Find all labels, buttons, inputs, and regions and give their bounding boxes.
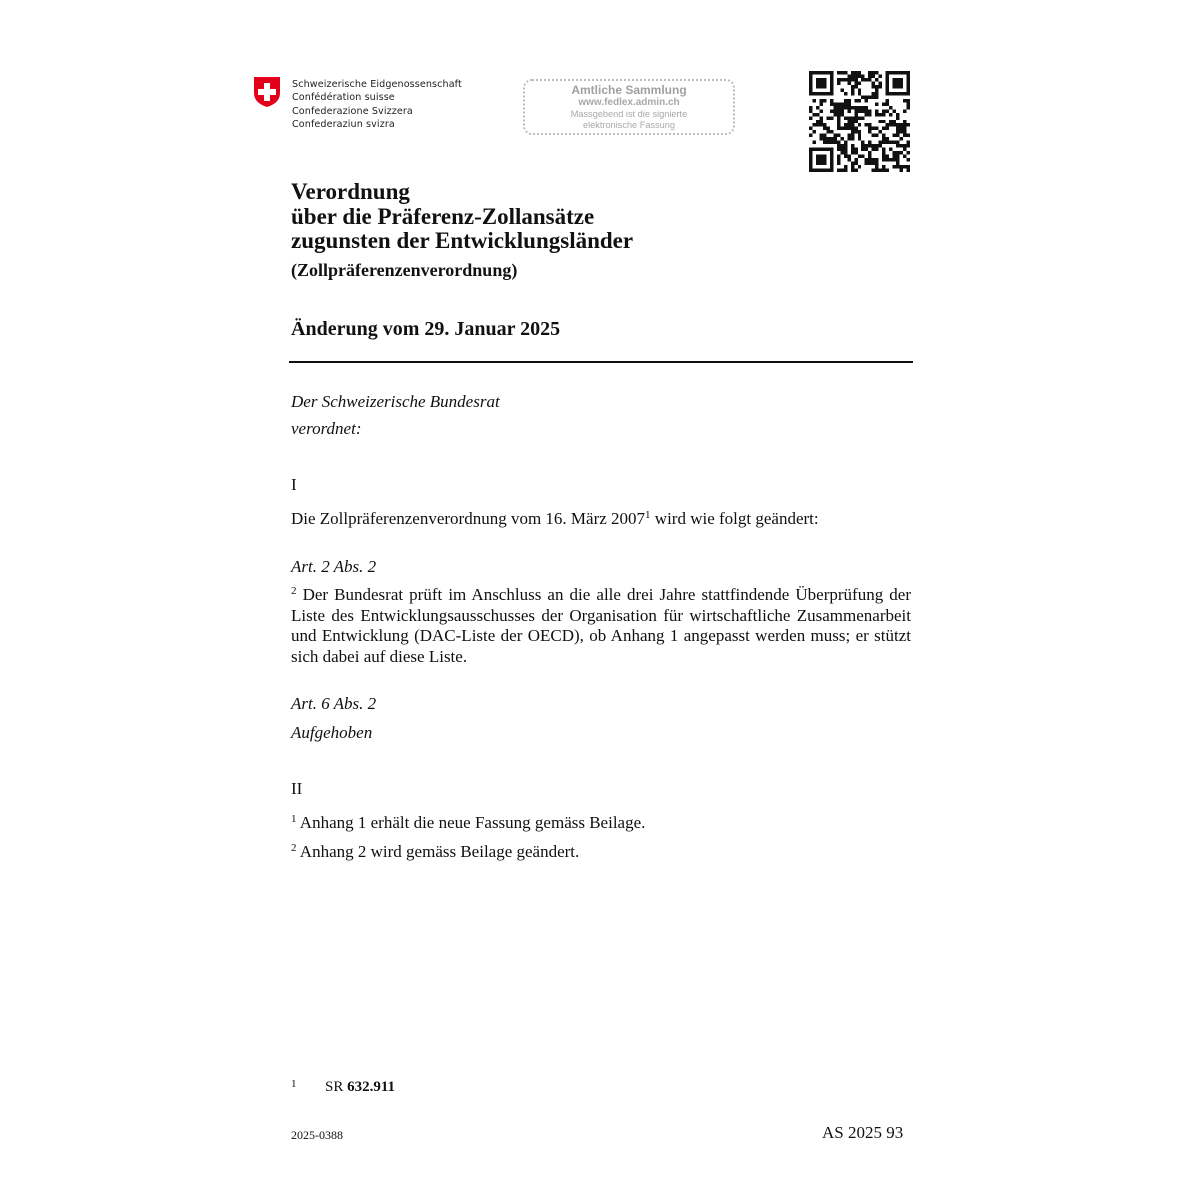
stamp-title: Amtliche Sammlung xyxy=(571,83,687,97)
paragraph-number: 2 xyxy=(291,842,297,854)
swiss-cross-icon xyxy=(253,76,281,108)
title-line-1: Verordnung xyxy=(291,179,410,204)
section-2-p2-text: Anhang 2 wird gemäss Beilage geändert. xyxy=(296,842,580,861)
footnote-ref-1[interactable]: 1 xyxy=(645,509,651,521)
confederation-name-fr: Confédération suisse xyxy=(292,92,395,104)
footnote xyxy=(291,1078,395,1096)
preamble-verb: verordnet: xyxy=(291,419,362,438)
art-2-paragraph xyxy=(291,585,911,667)
paragraph-number: 1 xyxy=(291,813,297,825)
footnote-number: 1 xyxy=(291,1078,297,1090)
section-2-paragraph-1 xyxy=(291,813,645,833)
art-6-text: Aufgehoben xyxy=(291,723,373,742)
as-reference: AS 2025 93 xyxy=(822,1123,904,1142)
confederation-names xyxy=(292,78,462,132)
paragraph-number: 2 xyxy=(291,585,297,597)
art-2-text: Der Bundesrat prüft im Anschluss an die alle drei Jahre stattfindende Überprüfung der Liste des Entwicklungsausschusses der Organisation für wirtschaftliche Zusammenarbeit und Entwicklung (DAC-Liste der OECD), ob Anhang 1 angepasst werden muss; er stützt sich dabei auf diese Liste. xyxy=(291,585,911,666)
section-numeral-2: II xyxy=(291,779,303,798)
art-6-heading: Art. 6 Abs. 2 xyxy=(291,694,377,713)
footnote-sr-number[interactable]: 632.911 xyxy=(347,1079,396,1095)
confederation-name-de: Schweizerische Eidgenossenschaft xyxy=(292,79,462,90)
footnote-prefix: SR xyxy=(325,1079,348,1095)
section-2-p1-text: Anhang 1 erhält die neue Fassung gemäss Beilage. xyxy=(296,813,646,832)
amendment-date: Änderung vom 29. Januar 2025 xyxy=(291,318,561,340)
official-collection-stamp xyxy=(523,79,735,135)
intro-text: Die Zollpräferenzenverordnung vom 16. März 2007 xyxy=(291,509,646,528)
stamp-url[interactable]: www.fedlex.admin.ch xyxy=(578,97,680,108)
section-2-paragraph-2 xyxy=(291,842,579,862)
short-title: (Zollpräferenzenverordnung) xyxy=(291,260,518,280)
section-1-intro xyxy=(291,509,819,529)
preamble-authority: Der Schweizerische Bundesrat xyxy=(291,392,500,411)
section-numeral-1: I xyxy=(291,475,297,494)
art-2-heading: Art. 2 Abs. 2 xyxy=(291,557,377,576)
stamp-note-line1: Massgebend ist die signierte xyxy=(570,109,688,119)
confederation-name-rm: Confederaziun svizra xyxy=(292,119,395,131)
document-id: 2025-0388 xyxy=(291,1128,343,1142)
qr-code-icon xyxy=(809,71,910,172)
title-line-2: über die Präferenz-Zollansätze xyxy=(291,203,595,229)
document-title xyxy=(291,180,633,254)
title-line-3: zugunsten der Entwicklungsländer xyxy=(291,228,634,253)
intro-tail: wird wie folgt geändert: xyxy=(650,509,819,528)
confederation-name-it: Confederazione Svizzera xyxy=(292,105,413,117)
title-divider xyxy=(289,361,913,363)
stamp-note-line2: elektronische Fassung xyxy=(583,120,675,130)
